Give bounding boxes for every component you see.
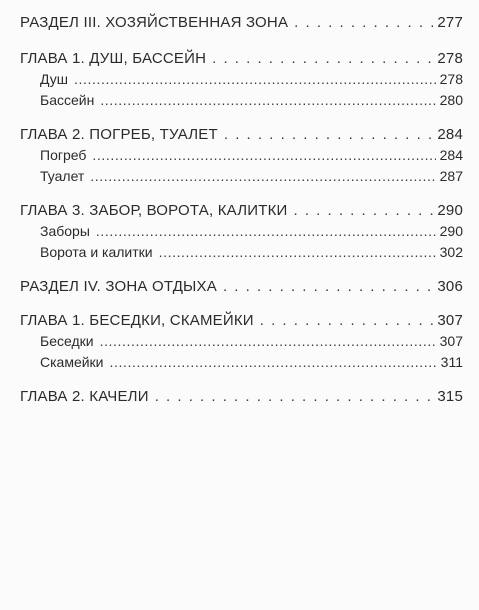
toc-subitem-vorota[interactable] [20,242,463,263]
toc-subitem-title: Туалет [40,168,85,184]
toc-chapter-4-1[interactable] [20,310,463,331]
toc-page-number: 277 [437,14,463,31]
toc-section-4[interactable] [20,276,463,297]
toc-subitem-skameyki[interactable] [20,352,463,373]
toc-page-number: 306 [437,278,463,295]
toc-subitem-pogreb[interactable] [20,145,463,166]
toc-page-number: 278 [439,71,463,87]
toc-entry-title: ГЛАВА 1. БЕСЕДКИ, СКАМЕЙКИ [20,312,254,329]
leader-dots [96,221,436,242]
toc-page-number: 315 [437,388,463,405]
leader-dots [100,90,435,111]
toc-page-number: 307 [439,333,463,349]
toc-chapter-1[interactable] [20,48,463,69]
toc-subitem-title: Бассейн [40,92,95,108]
leader-dots [212,48,433,69]
spacer [20,373,463,386]
toc-chapter-3[interactable] [20,200,463,221]
toc-page-number: 278 [437,50,463,67]
toc-page-number: 287 [439,168,463,184]
spacer [20,33,463,48]
toc-subitem-title: Скамейки [40,354,104,370]
toc-entry-title: ГЛАВА 3. ЗАБОР, ВОРОТА, КАЛИТКИ [20,202,288,219]
toc-entry-title: РАЗДЕЛ IV. ЗОНА ОТДЫХА [20,278,217,295]
toc-entry-title: ГЛАВА 2. ПОГРЕБ, ТУАЛЕТ [20,126,218,143]
leader-dots [159,242,436,263]
leader-dots [74,69,436,90]
spacer [20,187,463,200]
toc-subitem-besedki[interactable] [20,331,463,352]
toc-section-3[interactable] [20,12,463,33]
table-of-contents [20,12,463,407]
toc-page-number: 284 [437,126,463,143]
toc-page-number: 302 [439,244,463,260]
leader-dots [110,352,437,373]
toc-subitem-basseyn[interactable] [20,90,463,111]
toc-entry-title: ГЛАВА 1. ДУШ, БАССЕЙН [20,50,207,67]
spacer [20,111,463,124]
leader-dots [100,331,436,352]
spacer [20,263,463,276]
spacer [20,297,463,310]
leader-dots [92,145,435,166]
toc-subitem-tualet[interactable] [20,166,463,187]
toc-chapter-4-2[interactable] [20,386,463,407]
toc-page-number: 280 [439,92,463,108]
leader-dots [224,124,433,145]
toc-subitem-title: Беседки [40,333,94,349]
toc-page-number: 290 [439,223,463,239]
toc-subitem-title: Душ [40,71,69,87]
leader-dots [260,310,434,331]
toc-page-number: 311 [440,354,463,370]
leader-dots [90,166,435,187]
toc-subitem-dush[interactable] [20,69,463,90]
toc-subitem-title: Заборы [40,223,90,239]
toc-page-number: 284 [439,147,463,163]
toc-subitem-zabory[interactable] [20,221,463,242]
toc-subitem-title: Погреб [40,147,87,163]
toc-subitem-title: Ворота и калитки [40,244,153,260]
leader-dots [294,12,433,33]
toc-chapter-2[interactable] [20,124,463,145]
toc-page-number: 290 [437,202,463,219]
toc-entry-title: ГЛАВА 2. КАЧЕЛИ [20,388,149,405]
leader-dots [223,276,433,297]
toc-page-number: 307 [437,312,463,329]
leader-dots [294,200,434,221]
toc-entry-title: РАЗДЕЛ III. ХОЗЯЙСТВЕННАЯ ЗОНА [20,14,289,31]
leader-dots [155,386,434,407]
